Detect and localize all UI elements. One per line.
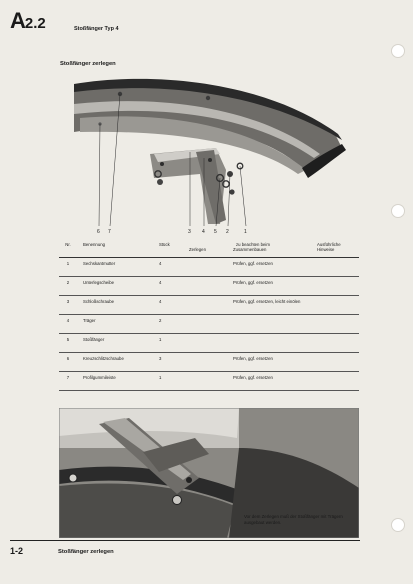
table-row (59, 315, 359, 334)
table-row (59, 296, 359, 315)
table-row (59, 372, 359, 391)
table-row (59, 334, 359, 353)
row-quantity: 1 (159, 334, 189, 353)
row-hinweise (317, 296, 359, 315)
row-zusammenbauen (233, 334, 317, 353)
row-name: Profilgummileiste (77, 372, 159, 391)
footer-rule (10, 540, 360, 541)
row-zerlegen (189, 277, 233, 296)
row-number: 6 (59, 353, 77, 372)
header-zerlegen: Zerlegen (189, 247, 206, 252)
section-number: A2.2 (10, 8, 46, 33)
row-quantity: 1 (159, 372, 189, 391)
binder-hole-middle (391, 204, 405, 218)
row-number: 1 (59, 258, 77, 277)
callout-label: 4 (202, 229, 205, 235)
row-hinweise (317, 315, 359, 334)
row-number: 4 (59, 315, 77, 334)
page-number: 1-2 (10, 546, 24, 556)
page-subtitle: Stoßfänger zerlegen (60, 61, 116, 67)
row-name: Träger (77, 315, 159, 334)
binder-hole-bottom (391, 518, 405, 532)
row-hinweise (317, 277, 359, 296)
row-quantity: 4 (159, 258, 189, 277)
row-name: Sechskantmutter (77, 258, 159, 277)
section-title: Stoßfänger Typ 4 (74, 26, 119, 32)
figure-caption: Vor dem Zerlegen muß der Stoßfänger mit Trägern ausgebaut werden. (244, 514, 343, 526)
row-zerlegen (189, 334, 233, 353)
table-row (59, 277, 359, 296)
header-number: Nr. (59, 242, 77, 258)
row-quantity: 4 (159, 277, 189, 296)
table-row (59, 353, 359, 372)
row-hinweise (317, 353, 359, 372)
callout-label: 1 (244, 229, 247, 235)
row-quantity: 2 (159, 315, 189, 334)
row-name: Kreuzschlitzschraube (77, 353, 159, 372)
row-zusammenbauen: Prüfen, ggf. ersetzen (233, 277, 317, 296)
row-zusammenbauen: Prüfen, ggf. ersetzen, leicht einölen (233, 296, 317, 315)
row-quantity: 3 (159, 353, 189, 372)
header-hinweise-line1: Ausführliche (317, 242, 341, 247)
row-number: 5 (59, 334, 77, 353)
bumper-exploded-photo (70, 74, 352, 226)
row-zerlegen (189, 258, 233, 277)
header-name: Benennung (77, 242, 159, 258)
row-zusammenbauen: Prüfen, ggf. ersetzen (233, 353, 317, 372)
row-zusammenbauen: Prüfen, ggf. ersetzen (233, 258, 317, 277)
callout-label: 3 (188, 229, 191, 235)
row-name: Stoßfänger (77, 334, 159, 353)
callout-label: 2 (226, 229, 229, 235)
row-zerlegen (189, 353, 233, 372)
row-zerlegen (189, 372, 233, 391)
row-quantity: 4 (159, 296, 189, 315)
header-hinweise-line2: Hinweise (317, 247, 335, 252)
callout-label: 7 (108, 229, 111, 235)
row-hinweise (317, 334, 359, 353)
row-name: Schloßschraube (77, 296, 159, 315)
header-zusammenbauen: Zusammenbauen (233, 247, 267, 252)
parts-table (59, 242, 359, 391)
row-hinweise (317, 258, 359, 277)
table-row (59, 258, 359, 277)
row-zusammenbauen: Prüfen, ggf. ersetzen (233, 372, 317, 391)
row-zerlegen (189, 296, 233, 315)
binder-hole-top (391, 44, 405, 58)
footer-title: Stoßfänger zerlegen (58, 549, 114, 555)
row-number: 2 (59, 277, 77, 296)
row-number: 3 (59, 296, 77, 315)
header-beachten-label: zu beachten beim (236, 242, 270, 247)
callout-label: 5 (214, 229, 217, 235)
row-number: 7 (59, 372, 77, 391)
row-name: Unterlegscheibe (77, 277, 159, 296)
row-hinweise (317, 372, 359, 391)
table-header-row (59, 242, 359, 258)
header-quantity: Stück (159, 242, 189, 258)
header-hinweise (317, 242, 359, 258)
row-zerlegen (189, 315, 233, 334)
header-beachten (189, 242, 317, 258)
callout-label: 6 (97, 229, 100, 235)
row-zusammenbauen (233, 315, 317, 334)
